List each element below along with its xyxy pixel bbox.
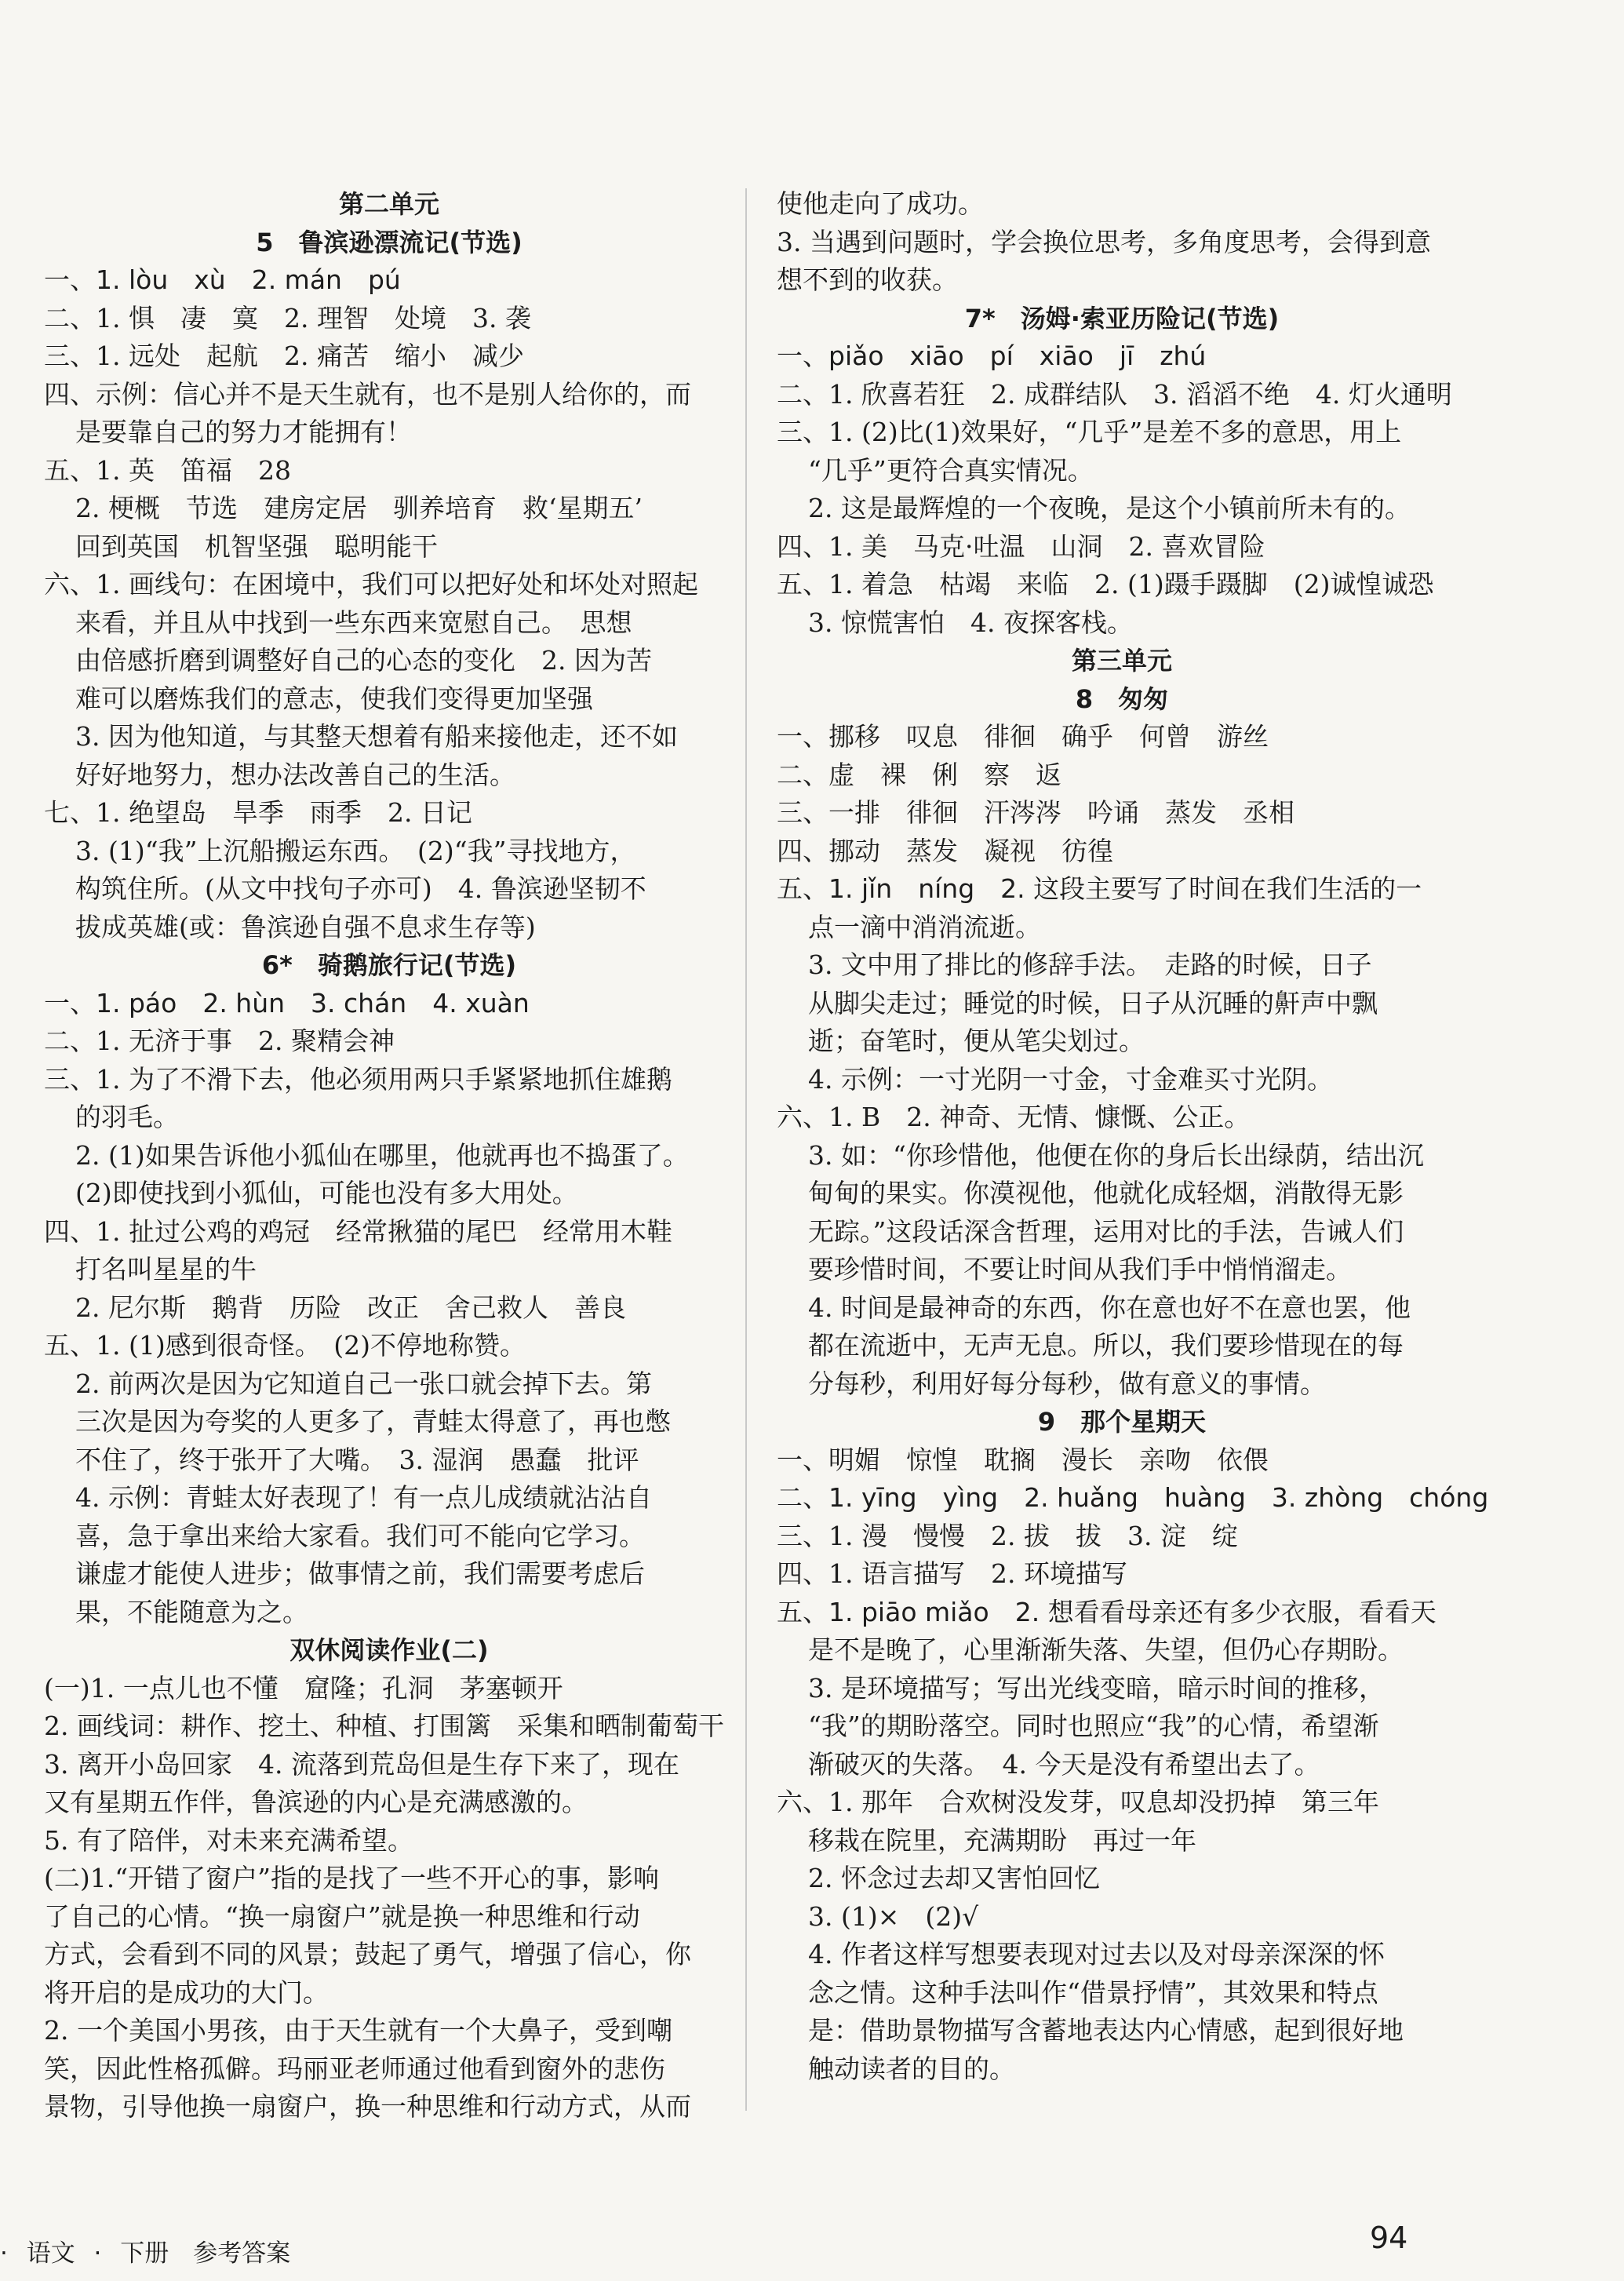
left-line: 方式，会看到不同的风景；鼓起了勇气，增强了信心，你 [44, 1939, 691, 1969]
right-line: 二、1. yīng yìng 2. huǎng huàng 3. zhòng chóng [777, 1482, 1489, 1513]
right-line: “我”的期盼落空。同时也照应“我”的心情，希望渐 [808, 1711, 1379, 1741]
right-line: “几乎”更符合真实情况。 [808, 454, 1094, 486]
right-heading: 9 那个星期天 [1037, 1407, 1207, 1437]
left-line: 4. 示例：青蛙太好表现了！有一点儿成绩就沾沾自 [75, 1482, 652, 1513]
right-line: 点一滴中消消流逝。 [808, 911, 1041, 942]
left-line: 二、1. 无济于事 2. 聚精会神 [44, 1026, 395, 1056]
left-line: 2. 前两次是因为它知道自己一张口就会掉下去。第 [75, 1368, 652, 1399]
right-line: 四、1. 语言描写 2. 环境描写 [777, 1558, 1127, 1589]
right-line: 一、piǎo xiāo pí xiāo jī zhú [777, 341, 1207, 371]
left-line: 2. 一个美国小男孩，由于天生就有一个大鼻子，受到嘲 [44, 2015, 672, 2046]
column-divider [745, 188, 747, 2111]
left-line: 笑，因此性格孤僻。玛丽亚老师通过他看到窗外的悲伤 [44, 2053, 665, 2084]
right-line: 使他走向了成功。 [777, 188, 984, 219]
left-line: 3. 因为他知道，与其整天想着有船来接他走，还不如 [75, 721, 678, 752]
right-line: 3. (1)× (2)√ [808, 1900, 979, 1932]
left-line: 由倍感折磨到调整好自己的心态的变化 2. 因为苦 [75, 645, 652, 676]
left-line: 5. 有了陪伴，对未来充满希望。 [44, 1824, 413, 1856]
right-line: 四、1. 美 马克·吐温 山洞 2. 喜欢冒险 [777, 530, 1265, 562]
right-line: 3. 是环境描写；写出光线变暗，暗示时间的推移， [808, 1672, 1385, 1703]
right-line: 四、挪动 蒸发 凝视 彷徨 [777, 835, 1113, 866]
left-line: 三、1. 远处 起航 2. 痛苦 缩小 减少 [44, 341, 524, 371]
left-line: 将开启的是成功的大门。 [44, 1977, 329, 2008]
left-heading: 双休阅读作业(二) [289, 1635, 489, 1665]
right-line: 4. 作者这样写想要表现对过去以及对母亲深深的怀 [808, 1939, 1385, 1969]
left-line: 拔成英雄(或：鲁滨逊自强不息求生存等) [75, 911, 536, 942]
left-line: 三次是因为夸奖的人更多了，青蛙太得意了，再也憋 [75, 1406, 671, 1437]
left-line: 回到英国 机智坚强 聪明能干 [75, 530, 438, 562]
left-line: 的羽毛。 [75, 1102, 179, 1132]
right-column [777, 185, 1489, 2088]
left-line: 来看，并且从中找到一些东西来宽慰自己。 思想 [75, 607, 632, 638]
right-line: 一、明媚 惊惶 耽搁 漫长 亲吻 依偎 [777, 1444, 1269, 1475]
right-line: 五、1. jǐn níng 2. 这段主要写了时间在我们生活的一 [777, 873, 1422, 904]
left-line: 四、1. 扯过公鸡的鸡冠 经常揪猫的尾巴 经常用木鞋 [44, 1215, 672, 1247]
left-line: 是要靠自己的努力才能拥有！ [75, 417, 412, 447]
right-line: 逝；奋笔时，便从笔尖划过。 [808, 1026, 1145, 1056]
right-line: 三、1. (2)比(1)效果好，“几乎”是差不多的意思，用上 [777, 417, 1402, 447]
left-line: 谦虚才能使人进步；做事情之前，我们需要考虑后 [75, 1558, 645, 1589]
right-line: 六、1. 那年 合欢树没发芽，叹息却没扔掉 第三年 [777, 1787, 1379, 1817]
right-heading: 7* 汤姆·索亚历险记(节选) [964, 303, 1280, 333]
right-line: 念之情。这种手法叫作“借景抒情”，其效果和特点 [808, 1977, 1378, 2008]
right-line: 4. 时间是最神奇的东西，你在意也好不在意也罢，他 [808, 1292, 1411, 1323]
left-line: (一)1. 一点儿也不懂 窟隆；孔洞 茅塞顿开 [44, 1672, 563, 1703]
right-heading: 8 匆匆 [1075, 683, 1169, 714]
right-line: 二、虚 裸 俐 察 返 [777, 759, 1061, 790]
left-heading: 5 鲁滨逊漂流记(节选) [256, 227, 523, 257]
left-line: 又有星期五作伴，鲁滨逊的内心是充满感激的。 [44, 1787, 588, 1817]
left-line: (二)1.“开错了窗户”指的是找了一些不开心的事，影响 [44, 1863, 659, 1893]
right-line: 从脚尖走过；睡觉的时候，日子从沉睡的鼾声中飘 [808, 987, 1378, 1018]
right-heading: 第三单元 [1071, 646, 1172, 676]
left-line: 五、1. 英 笛福 28 [44, 454, 291, 486]
left-line: 二、1. 惧 凄 寞 2. 理智 处境 3. 袭 [44, 302, 531, 333]
left-line: 2. 梗概 节选 建房定居 驯养培育 救‘星期五’ [75, 493, 643, 523]
left-line: 打名叫星星的牛 [75, 1254, 257, 1284]
left-line: 构筑住所。(从文中找句子亦可) 4. 鲁滨逊坚韧不 [75, 873, 646, 904]
right-line: 触动读者的目的。 [808, 2053, 1015, 2084]
right-line: 渐破灭的失落。 4. 今天是没有希望出去了。 [808, 1748, 1320, 1780]
left-line: 了自己的心情。“换一扇窗户”就是换一种思维和行动 [44, 1900, 640, 1932]
left-heading: 6* 骑鹅旅行记(节选) [261, 950, 517, 980]
left-heading: 第二单元 [338, 189, 439, 219]
right-line: 3. 文中用了排比的修辞手法。 走路的时候，日子 [808, 949, 1372, 980]
left-line: 三、1. 为了不滑下去，他必须用两只手紧紧地抓住雄鹅 [44, 1063, 672, 1095]
left-line: 一、1. páo 2. hùn 3. chán 4. xuàn [44, 987, 530, 1018]
left-line: 3. (1)“我”上沉船搬运东西。 (2)“我”寻找地方， [75, 835, 636, 866]
right-line: 要珍惜时间，不要让时间从我们手中悄悄溜走。 [808, 1254, 1352, 1284]
left-line: 五、1. (1)感到很奇怪。 (2)不停地称赞。 [44, 1330, 526, 1361]
left-column [44, 185, 734, 2126]
left-line: 2. 尼尔斯 鹅背 历险 改正 舍己救人 善良 [75, 1292, 626, 1323]
right-line: 五、1. 着急 枯竭 来临 2. (1)蹑手蹑脚 (2)诚惶诚恐 [777, 569, 1434, 599]
right-line: 3. 如：“你珍惜他，他便在你的身后长出绿荫，结出沉 [808, 1139, 1424, 1171]
left-line: 好好地努力，想办法改善自己的生活。 [75, 759, 515, 790]
left-line: 2. (1)如果告诉他小狐仙在哪里，他就再也不捣蛋了。 [75, 1139, 689, 1171]
left-line: 七、1. 绝望岛 旱季 雨季 2. 日记 [44, 797, 472, 828]
right-line: 是不是晚了，心里渐渐失落、失望，但仍心存期盼。 [808, 1634, 1404, 1665]
left-line: 景物，引导他换一扇窗户，换一种思维和行动方式，从而 [44, 2091, 691, 2122]
right-line: 无踪。”这段话深含哲理，运用对比的手法，告诫人们 [808, 1215, 1404, 1247]
left-line: (2)即使找到小狐仙，可能也没有多大用处。 [75, 1178, 578, 1208]
left-line: 不住了，终于张开了大嘴。 3. 湿润 愚蠢 批评 [75, 1444, 639, 1475]
left-line: 六、1. 画线句：在困境中，我们可以把好处和坏处对照起 [44, 569, 698, 599]
right-line: 2. 这是最辉煌的一个夜晚，是这个小镇前所未有的。 [808, 493, 1411, 523]
right-line: 都在流逝中，无声无息。所以，我们要珍惜现在的每 [808, 1330, 1404, 1361]
right-line: 想不到的收获。 [777, 264, 958, 295]
right-line: 3. 惊慌害怕 4. 夜探客栈。 [808, 607, 1133, 638]
right-line: 甸甸的果实。你漠视他，他就化成轻烟，消散得无影 [808, 1178, 1404, 1208]
left-line: 一、1. lòu xù 2. mán pú [44, 264, 401, 295]
right-line: 3. 当遇到问题时，学会换位思考，多角度思考，会得到意 [777, 226, 1431, 257]
right-line: 二、1. 欣喜若狂 2. 成群结队 3. 滔滔不绝 4. 灯火通明 [777, 378, 1452, 410]
page-number: 94 [1370, 2221, 1408, 2255]
right-line: 六、1. B 2. 神奇、无情、慷慨、公正。 [777, 1102, 1251, 1132]
right-line: 2. 怀念过去却又害怕回忆 [808, 1863, 1100, 1893]
right-line: 移栽在院里，充满期盼 再过一年 [808, 1824, 1196, 1856]
left-line: 四、示例：信心并不是天生就有，也不是别人给你的，而 [44, 378, 691, 410]
left-line: 难可以磨炼我们的意志，使我们变得更加坚强 [75, 683, 593, 714]
footer-label: · 语文 · 下册 参考答案 [0, 2239, 291, 2268]
left-line: 果，不能随意为之。 [75, 1596, 308, 1627]
right-line: 是：借助景物描写含蓄地表达内心情感，起到很好地 [808, 2015, 1404, 2046]
right-line: 五、1. piāo miǎo 2. 想看看母亲还有多少衣服，看看天 [777, 1596, 1436, 1627]
left-line: 3. 离开小岛回家 4. 流落到荒岛但是生存下来了，现在 [44, 1748, 679, 1780]
right-line: 三、一排 徘徊 汗涔涔 吟诵 蒸发 丞相 [777, 797, 1294, 828]
right-line: 分每秒，利用好每分每秒，做有意义的事情。 [808, 1368, 1326, 1399]
left-line: 2. 画线词：耕作、挖土、种植、打围篱 采集和晒制葡萄干 [44, 1711, 724, 1741]
right-line: 一、挪移 叹息 徘徊 确乎 何曾 游丝 [777, 721, 1269, 752]
left-line: 喜，急于拿出来给大家看。我们可不能向它学习。 [75, 1520, 645, 1551]
right-line: 4. 示例：一寸光阴一寸金，寸金难买寸光阴。 [808, 1063, 1333, 1095]
right-line: 三、1. 漫 慢慢 2. 拔 拔 3. 淀 绽 [777, 1520, 1238, 1551]
